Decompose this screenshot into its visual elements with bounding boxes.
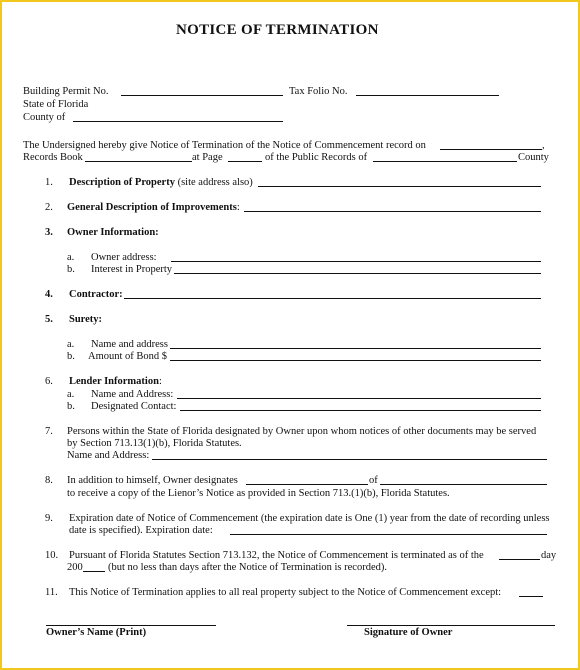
item-5a-marker: a. (67, 339, 75, 350)
item-6-number: 6. (45, 376, 53, 387)
bond-amount-label: Amount of Bond $ (88, 351, 168, 362)
owner-signature-line[interactable] (347, 625, 555, 626)
contractor-field[interactable] (124, 298, 541, 299)
county-field[interactable] (73, 121, 283, 122)
item-8-of: of (369, 475, 378, 486)
expiration-date-field[interactable] (230, 534, 547, 535)
item-1-label (69, 177, 253, 189)
item-4-number: 4. (45, 289, 53, 300)
records-book-label: Records Book (23, 152, 83, 163)
item-6a-marker: a. (67, 389, 75, 400)
item-5-number: 5. (45, 314, 53, 325)
item-3-label: Owner Information: (67, 227, 159, 238)
record-date-field[interactable] (440, 149, 542, 150)
owner-address-label: Owner address: (91, 252, 157, 263)
public-records-county-field[interactable] (373, 161, 517, 162)
item-5b-marker: b. (67, 351, 75, 362)
item-9-number: 9. (45, 513, 53, 524)
exceptions-field[interactable] (519, 596, 543, 597)
item-2-label (67, 202, 240, 214)
tax-folio-field[interactable] (356, 95, 499, 96)
item-9-line-2: date is specified). Expiration date: (69, 525, 213, 536)
item-7-line-3: Name and Address: (67, 450, 150, 461)
item-10-day: day (541, 550, 557, 561)
designated-contact-field[interactable] (180, 410, 541, 411)
lender-name-label: Name and Address: (91, 389, 174, 400)
item-9-line-1: Expiration date of Notice of Commencement (the expiration date is One (1) year from the date of recording unless (69, 513, 550, 524)
tax-folio-label: Tax Folio No. (289, 86, 348, 97)
item-11-line-1: This Notice of Termination applies to all real property subject to the Notice of Commencement except: (69, 587, 502, 598)
designated-contact-label: Designated Contact: (91, 401, 177, 412)
item-7-line-2: by Section 713.13(1)(b), Florida Statutes. (67, 438, 242, 449)
intro-comma: , (542, 140, 545, 151)
designee-of-field[interactable] (380, 484, 547, 485)
public-records-label: of the Public Records of (265, 152, 368, 163)
termination-year-field[interactable] (83, 571, 105, 572)
interest-field[interactable] (174, 273, 541, 274)
item-7-number: 7. (45, 426, 53, 437)
item-2-number: 2. (45, 202, 53, 213)
item-10-year-prefix: 200 (67, 562, 83, 573)
item-7-line-1: Persons within the State of Florida designated by Owner upon whom notices of other documents may be served (67, 426, 537, 437)
interest-label: Interest in Property (91, 264, 173, 275)
item-6-label-rest: : (158, 376, 162, 387)
item-1-number: 1. (45, 177, 53, 188)
termination-day-field[interactable] (499, 559, 540, 560)
owner-name-line[interactable] (46, 625, 216, 626)
item-8-line-2: to receive a copy of the Lienor’s Notice as provided in Section 713.(1)(b), Florida Statutes. (67, 488, 450, 499)
item-3-number: 3. (45, 227, 53, 238)
item-1-label-rest: (site address also) (174, 177, 253, 188)
building-permit-field[interactable] (121, 95, 283, 96)
improvements-field[interactable] (244, 211, 541, 212)
bond-amount-field[interactable] (170, 360, 541, 361)
owner-designee-field[interactable] (246, 484, 368, 485)
at-page-label: at Page (192, 152, 223, 163)
lender-name-field[interactable] (177, 398, 541, 399)
designee-name-field[interactable] (152, 459, 547, 460)
county-label: County of (23, 112, 66, 123)
surety-name-field[interactable] (170, 348, 541, 349)
item-8-line-1a: In addition to himself, Owner designates (67, 475, 238, 486)
item-2-label-bold: General Description of Improvements (67, 202, 237, 213)
item-11-number: 11. (45, 587, 58, 598)
item-6b-marker: b. (67, 401, 75, 412)
item-5-label: Surety: (69, 314, 103, 325)
building-permit-label: Building Permit No. (23, 86, 109, 97)
item-3a-marker: a. (67, 252, 75, 263)
owner-address-field[interactable] (171, 261, 541, 262)
state-label: State of Florida (23, 99, 89, 110)
county-suffix: County (518, 152, 549, 163)
owner-name-label: Owner’s Name (Print) (46, 627, 147, 638)
page-field[interactable] (228, 161, 262, 162)
intro-text: The Undersigned hereby give Notice of Termination of the Notice of Commencement record on (23, 140, 426, 151)
item-10-line-1a: Pursuant of Florida Statutes Section 713.132, the Notice of Commencement is terminated as of the (69, 550, 484, 561)
property-description-field[interactable] (258, 186, 541, 187)
item-1-label-bold: Description of Property (69, 177, 175, 188)
records-book-field[interactable] (85, 161, 192, 162)
item-4-label: Contractor: (69, 289, 123, 300)
item-10-line-2: (but no less than days after the Notice of Termination is recorded). (108, 562, 387, 573)
item-3b-marker: b. (67, 264, 75, 275)
owner-signature-label: Signature of Owner (364, 627, 453, 638)
item-6-label (69, 376, 162, 388)
item-6-label-bold: Lender Information (69, 376, 159, 387)
item-10-number: 10. (45, 550, 59, 561)
item-8-number: 8. (45, 475, 53, 486)
page-title: NOTICE OF TERMINATION (176, 22, 379, 38)
item-2-label-rest: : (236, 202, 240, 213)
surety-name-label: Name and address (91, 339, 168, 350)
